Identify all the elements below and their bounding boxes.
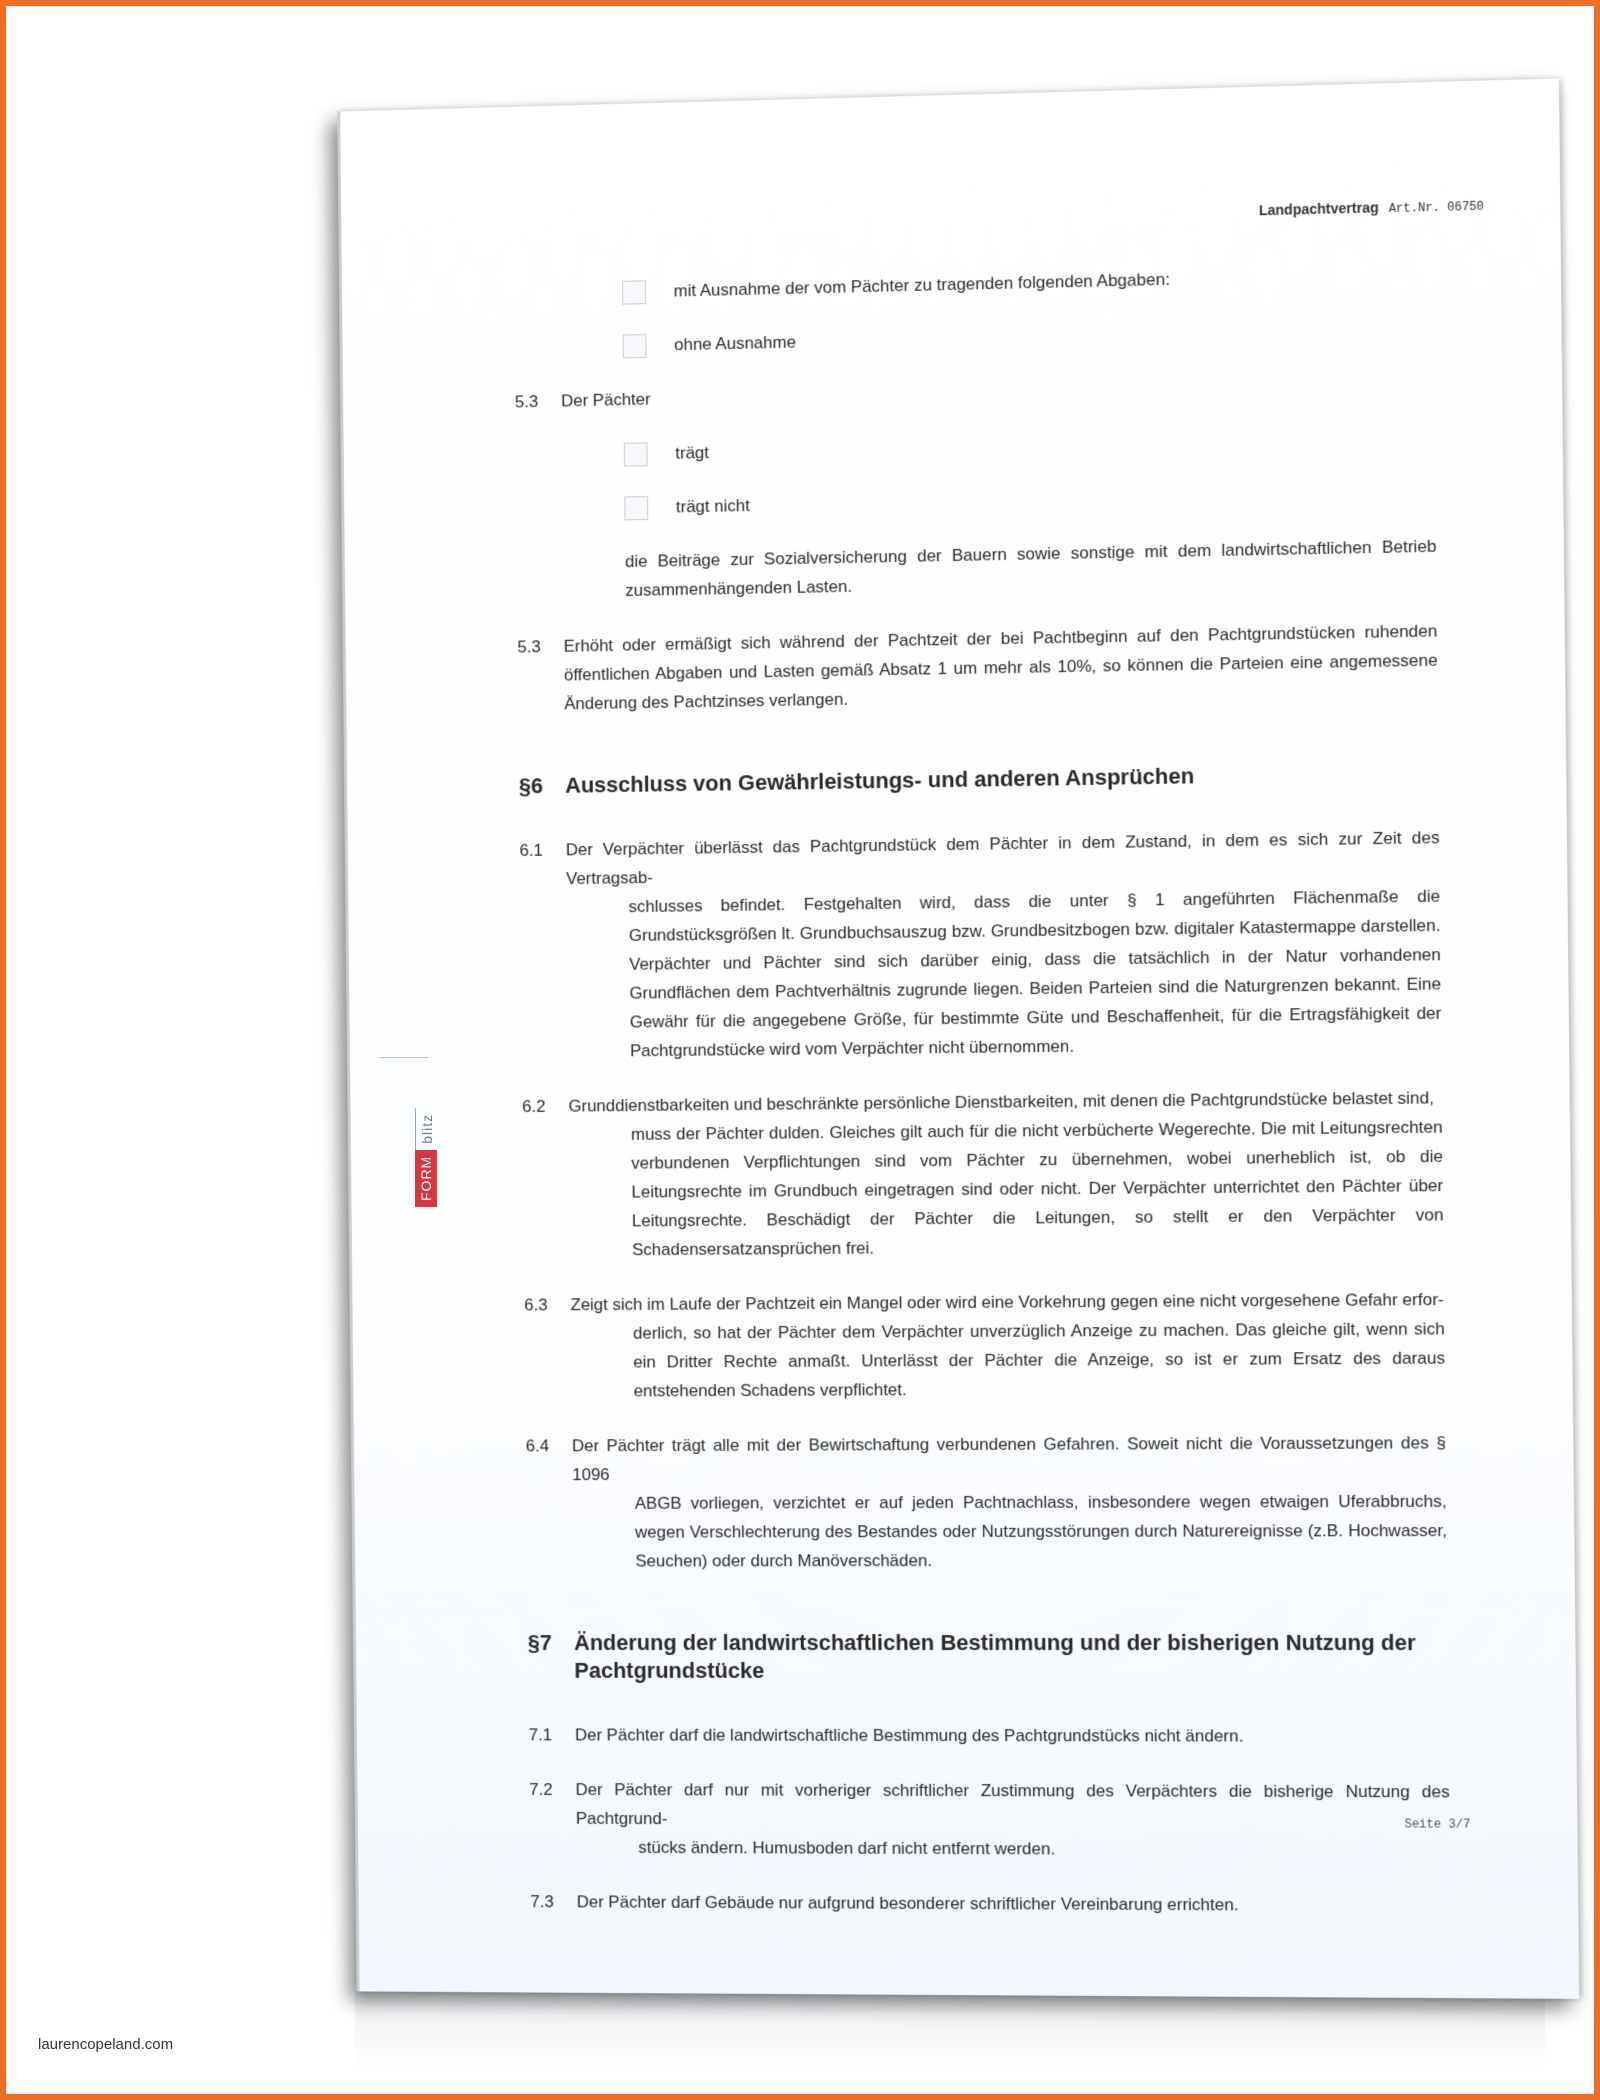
clause-body <box>568 1083 1444 1264</box>
document-header <box>1259 197 1484 220</box>
checkbox[interactable] <box>624 496 648 520</box>
clause-first-line: Zeigt sich im Laufe der Pachtzeit ein Mangel oder wird eine Vorkehrung gegen eine nicht vorgesehene Gefahr erfor- <box>570 1289 1444 1315</box>
clause-number: 5.3 <box>517 637 541 657</box>
document-page <box>337 79 1579 1999</box>
clause-6-3 <box>524 1285 1445 1406</box>
clause-continuation: ABGB vorliegen, verzichtet er auf jeden Pachtnachlass, insbesondere wegen etwaigen Uferabbruchs, wegen Verschlechterung des Bestandes oder Nutzungsstörungen durch Naturereignisse (z.B. Hochwasser, Seuchen) oder durch Manöverschäden. <box>634 1491 1448 1571</box>
clause-first-line: Der Pächter darf nur mit vorheriger schriftlicher Zustimmung des Verpächters die bisherige Nutzung des Pachtgrund- <box>575 1780 1450 1829</box>
option-ohne-ausnahme <box>623 313 1435 361</box>
formblitz-logo <box>412 1057 440 1207</box>
option-label: trägt <box>675 443 710 463</box>
watermark: laurencopeland.com <box>38 2036 174 2053</box>
logo-form: FORM <box>415 1150 437 1207</box>
clause-first-line: Der Verpächter überlässt das Pachtgrundstück dem Pächter in dem Zustand, in dem es sich zur Zeit des Vertragsab- <box>565 828 1440 889</box>
option-label: mit Ausnahme der vom Pächter zu tragenden folgenden Abgaben: <box>673 269 1170 301</box>
checkbox[interactable] <box>623 333 647 357</box>
clause-number: 5.3 <box>514 392 539 412</box>
option-label: ohne Ausnahme <box>674 332 797 355</box>
clause-body <box>572 1428 1448 1575</box>
clause-continuation: stücks ändern. Humusboden darf nicht entfernt werden. <box>638 1837 1056 1859</box>
clause-text: Der Pächter <box>561 389 651 411</box>
section-7-heading <box>528 1629 1449 1685</box>
clause-body <box>570 1285 1445 1406</box>
document-title: Landpachtvertrag <box>1258 199 1379 219</box>
option-mit-ausnahme <box>622 258 1434 306</box>
clause-number: 7.1 <box>528 1725 553 1745</box>
option-traegt-nicht <box>624 477 1436 522</box>
clause-5-3-a <box>515 367 1435 416</box>
page-number: Seite 3/7 <box>1404 1817 1471 1832</box>
clause-body <box>575 1721 1449 1751</box>
clause-number: 6.4 <box>525 1436 550 1456</box>
clause-body <box>566 823 1442 1066</box>
checkbox[interactable] <box>624 442 648 466</box>
clause-6-2 <box>522 1083 1444 1265</box>
clause-6-1 <box>519 823 1442 1066</box>
clause-number: 7.3 <box>530 1892 554 1912</box>
clause-7-3 <box>530 1887 1451 1920</box>
clause-body <box>575 1775 1450 1865</box>
clause-7-1 <box>529 1720 1450 1750</box>
option-traegt <box>624 423 1436 469</box>
page-reflection <box>355 1990 1545 2070</box>
section-6-heading <box>519 759 1439 801</box>
section-number: §7 <box>527 1630 552 1655</box>
clause-continuation: schlusses befindet. Festgehalten wird, dass die unter § 1 angeführten Flächenmaße die Grundstücksgrößen lt. Grundbuchsauszug bzw. Grundbesitzbogen bzw. digitaler Katastermappe darstellen. Verpächter und Pächter sind sich darüber einig, dass die tatsächlich in der Natur vorhandenen Grundflächen dem Pachtverhältnis zugrunde liegen. Beiden Parteien sind die Naturgrenzen bekannt. Eine Gewähr für die angegebene Größe, für bestimmte Güte und Beschaffenheit, für die Ertragsfähigkeit der Pachtgrundstücke wird vom Verpächter nicht übernommen. <box>628 886 1442 1061</box>
document-body <box>514 258 1452 1946</box>
clause-continuation: derlich, so hat der Pächter dem Verpächter unverzüglich Anzeige zu machen. Das gleiche gilt, wenn sich ein Dritter Rechte anmaßt. Unterlässt der Pächter die Anzeige, so ist er zum Ersatz des daraus entstehenden Schadens verpflichtet. <box>632 1319 1446 1401</box>
option-label: trägt nicht <box>675 496 750 517</box>
clause-continuation: muss der Pächter dulden. Gleiches gilt auch für die nicht verbücherte Wegerechte. Die mit Leitungsrechten verbundenen Verpflichtungen sind vom Pächter zu übernehmen, wobei unerheblich ist, ob die Leitungsrechte im Grundbuch eingetragen sind oder nicht. Der Verpächter unterrichtet den Pächter über Leitungsrechte. Beschädigt der Pächter die Leitungen, so stellt er den Verpächter von Schadensersatzansprüchen frei. <box>630 1117 1444 1260</box>
clause-body <box>577 1887 1451 1920</box>
clause-number: 6.2 <box>522 1096 546 1116</box>
checkbox[interactable] <box>622 280 646 304</box>
clause-number: 7.2 <box>529 1780 553 1799</box>
article-number: Art.Nr. 06750 <box>1388 199 1484 217</box>
clause-number: 6.1 <box>519 840 543 860</box>
clause-number: 6.3 <box>524 1295 548 1315</box>
logo-text <box>415 1057 437 1207</box>
clause-text: Erhöht oder ermäßigt sich während der Pachtzeit der bei Pachtbeginn auf den Pachtgrundstücken ruhenden öffentlichen Abgaben und Lasten gemäß Absatz 1 um mehr als 10%, so können die Parteien eine angemessene Änderung des Pachtzinses verlangen. <box>563 621 1438 714</box>
section-number: §6 <box>518 773 544 799</box>
section-title: Änderung der landwirtschaftlichen Bestimmung und der bisherigen Nutzung der Pachtgrundstücke <box>573 1629 1416 1683</box>
clause-first-line: Grunddienstbarkeiten und beschränkte persönliche Dienstbarkeiten, mit denen die Pachtgrundstücke belastet sind, <box>568 1088 1435 1116</box>
clause-6-4 <box>526 1428 1448 1575</box>
section-title: Ausschluss von Gewährleistungs- und anderen Ansprüchen <box>565 763 1195 798</box>
clause-7-2 <box>529 1775 1450 1865</box>
clause-first-line: Der Pächter darf Gebäude nur aufgrund besonderer schriftlicher Vereinbarung errichten. <box>576 1892 1239 1915</box>
clause-first-line: Der Pächter darf die landwirtschaftliche Bestimmung des Pachtgrundstücks nicht ändern. <box>574 1725 1244 1746</box>
clause-first-line: Der Pächter trägt alle mit der Bewirtschaftung verbundenen Gefahren. Soweit nicht die Voraussetzungen des § 1096 <box>571 1433 1447 1485</box>
clause-5-3-a-continuation: die Beiträge zur Sozialversicherung der Bauern sowie sonstige mit dem landwirtschaftlichen Betrieb zusammenhängenden Lasten. <box>624 536 1437 600</box>
logo-blitz: blitz <box>415 1108 437 1150</box>
clause-5-3-b <box>517 616 1438 719</box>
